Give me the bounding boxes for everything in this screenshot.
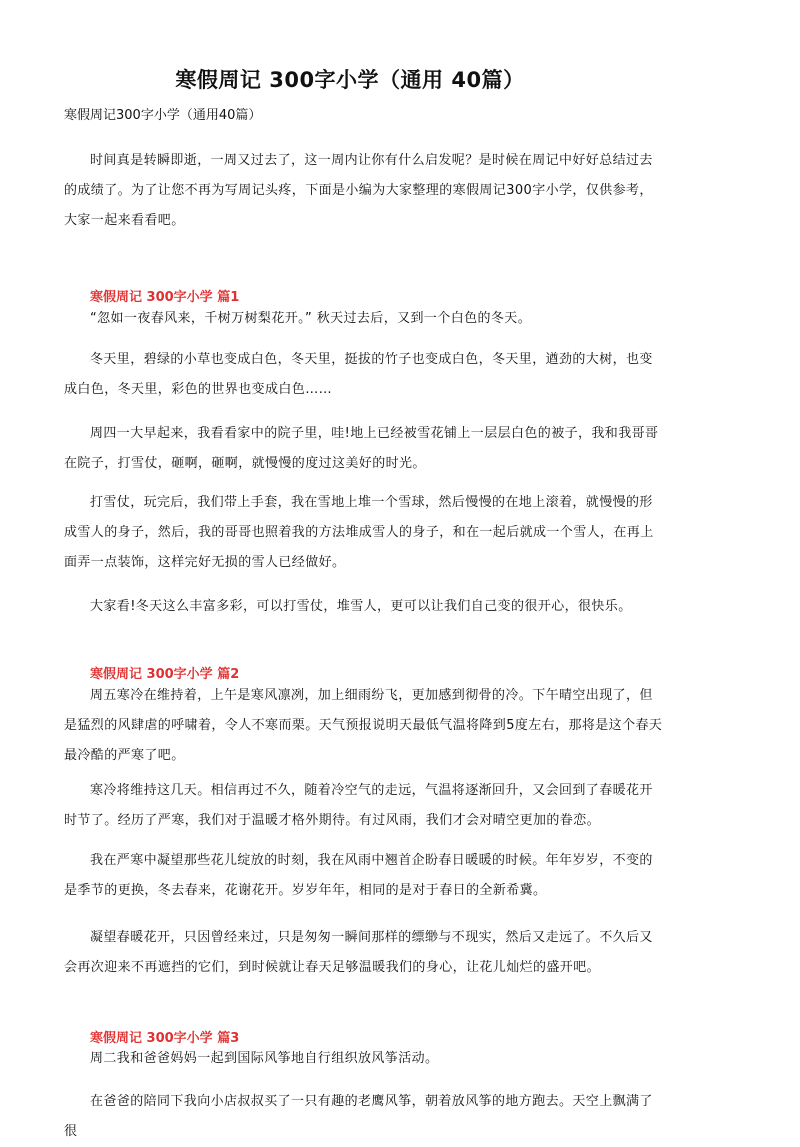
section-3-paragraph-1: 周二我和爸爸妈妈一起到国际风筝地自行组织放风筝活动。: [90, 1051, 439, 1066]
section-2-paragraph-2: 寒冷将维持这几天。相信再过不久，随着冷空气的走远，气温将逐渐回升，又会回到了春暖花开时节了。经历了严寒，我们对于温暖才格外期待。有过风雨，我们才会对晴空更加的眷恋。: [64, 783, 653, 828]
section-3-paragraph-2: 在爸爸的陪同下我向小店叔叔买了一只有趣的老鹰风筝，朝着放风筝的地方跑去。天空上飘满了很: [64, 1094, 653, 1139]
section-1-paragraph-3: 周四一大早起来，我看看家中的院子里，哇!地上已经被雪花铺上一层层白色的被子，我和我哥哥在院子，打雪仗，砸啊，砸啊，就慢慢的度过这美好的时光。: [64, 426, 659, 471]
section-1-paragraph-5: 大家看!冬天这么丰富多彩，可以打雪仗，堆雪人，更可以让我们自己变的很开心，很快乐。: [90, 599, 632, 614]
section-2-paragraph-3: 我在严寒中凝望那些花儿绽放的时刻，我在风雨中翘首企盼春日暖暖的时候。年年岁岁，不变的是季节的更换，冬去春来，花谢花开。岁岁年年，相同的是对于春日的全新希冀。: [64, 853, 653, 898]
intro-paragraph: 时间真是转瞬即逝，一周又过去了，这一周内让你有什么启发呢？是时候在周记中好好总结过去的成绩了。为了让您不再为写周记头疼，下面是小编为大家整理的寒假周记300字小学，仅供参考，大家一起来看看吧。: [64, 153, 653, 228]
section-2-paragraph-1: 周五寒冷在维持着，上午是寒风凛冽，加上细雨纷飞，更加感到彻骨的冷。下午晴空出现了，但是猛烈的风肆虐的呼啸着，令人不寒而栗。天气预报说明天最低气温将降到5度左右，那将是这个春天最冷酷的严寒了吧。: [64, 688, 663, 763]
document-subtitle: 寒假周记300字小学（通用40篇）: [64, 108, 262, 123]
section-heading-3: 寒假周记 300字小学 篇3: [90, 1031, 240, 1046]
section-heading-2: 寒假周记 300字小学 篇2: [90, 667, 240, 682]
section-heading-1: 寒假周记 300字小学 篇1: [90, 290, 240, 305]
section-1-paragraph-4: 打雪仗，玩完后，我们带上手套，我在雪地上堆一个雪球，然后慢慢的在地上滚着，就慢慢的形成雪人的身子，然后，我的哥哥也照着我的方法堆成雪人的身子，和在一起后就成一个雪人，在再上面弄一点装饰，这样完好无损的雪人已经做好。: [64, 495, 654, 570]
section-2-paragraph-4: 凝望春暖花开，只因曾经来过，只是匆匆一瞬间那样的缥缈与不现实，然后又走远了。不久后又会再次迎来不再遮挡的它们，到时候就让春天足够温暖我们的身心，让花儿灿烂的盛开吧。: [64, 930, 653, 975]
section-1-paragraph-1: “忽如一夜春风来，千树万树梨花开。” 秋天过去后，又到一个白色的冬天。: [90, 311, 532, 326]
section-1-paragraph-2: 冬天里，碧绿的小草也变成白色，冬天里，挺拔的竹子也变成白色，冬天里，遒劲的大树，也变成白色，冬天里，彩色的世界也变成白色……: [64, 352, 653, 397]
document-title: 寒假周记 300字小学（通用 40篇）: [175, 68, 525, 92]
